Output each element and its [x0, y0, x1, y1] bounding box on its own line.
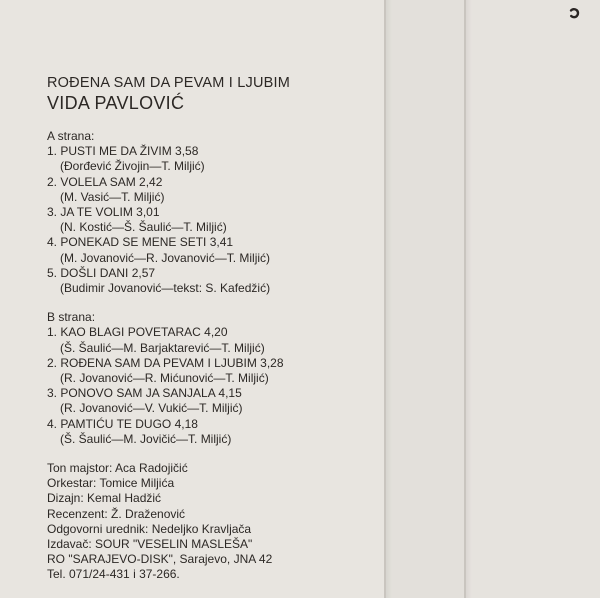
- track-item: [47, 144, 377, 174]
- credit-line: Ton majstor: Aca Radojičić: [47, 461, 188, 476]
- inlay-spine-panel: [384, 0, 464, 598]
- track-title: 3. PONOVO SAM JA SANJALA 4,15: [47, 386, 242, 401]
- track-title: 3. JA TE VOLIM 3,01: [47, 205, 160, 220]
- track-credits: (R. Jovanović—V. Vukić—T. Miljić): [60, 401, 243, 416]
- credit-line: Tel. 071/24-431 i 37-266.: [47, 567, 180, 582]
- production-credits: [47, 461, 377, 583]
- track-title: 5. DOŠLI DANI 2,57: [47, 265, 156, 280]
- credit-line: Dizajn: Kemal Hadžić: [47, 491, 162, 506]
- track-credits: (Đorđević Živojin—T. Miljić): [60, 159, 205, 174]
- track-credits: (N. Kostić—Š. Šaulić—T. Miljić): [60, 220, 227, 235]
- track-item: [47, 235, 377, 265]
- track-item: [47, 356, 377, 386]
- track-credits: (Š. Šaulić—M. Jovičić—T. Miljić): [60, 431, 232, 446]
- track-item: [47, 417, 377, 447]
- track-credits: (R. Jovanović—R. Mićunović—T. Miljić): [60, 371, 269, 386]
- artist-name: VIDA PAVLOVIĆ: [47, 93, 185, 113]
- track-title: 1. KAO BLAGI POVETARAC 4,20: [47, 325, 228, 340]
- track-item: [47, 325, 377, 355]
- inlay-flap-panel: [464, 0, 600, 598]
- track-credits: (M. Vasić—T. Miljić): [60, 189, 165, 204]
- track-title: 1. PUSTI ME DA ŽIVIM 3,58: [47, 144, 199, 159]
- track-title: 2. VOLELA SAM 2,42: [47, 174, 163, 189]
- credit-line: Izdavač: SOUR "VESELIN MASLEŠA": [47, 537, 253, 552]
- side-label: B strana:: [47, 310, 96, 325]
- credit-line: Orkestar: Tomice Miljića: [47, 476, 175, 491]
- track-title: 2. ROĐENA SAM DA PEVAM I LJUBIM 3,28: [47, 355, 284, 370]
- tracklist-text: [47, 74, 377, 583]
- track-item: [47, 266, 377, 296]
- side-label: A strana:: [47, 129, 95, 143]
- track-credits: (M. Jovanović—R. Jovanović—T. Miljić): [60, 250, 271, 265]
- track-credits: (Budimir Jovanović—tekst: S. Kafedžić): [60, 281, 271, 296]
- credit-line: RO "SARAJEVO-DISK", Sarajevo, JNA 42: [47, 552, 273, 567]
- track-credits: (Š. Šaulić—M. Barjaktarević—T. Miljić): [60, 340, 265, 355]
- credit-line: Recenzent: Ž. Draženović: [47, 506, 186, 521]
- track-item: [47, 175, 377, 205]
- label-logo-icon: [568, 6, 582, 20]
- credit-line: Odgovorni urednik: Nedeljko Kravljača: [47, 521, 252, 536]
- track-item: [47, 386, 377, 416]
- album-title: ROĐENA SAM DA PEVAM I LJUBIM: [47, 75, 291, 91]
- track-item: [47, 205, 377, 235]
- track-title: 4. PAMTIĆU TE DUGO 4,18: [47, 416, 198, 431]
- side-a: [47, 129, 377, 296]
- side-b: [47, 310, 377, 447]
- track-title: 4. PONEKAD SE MENE SETI 3,41: [47, 235, 234, 250]
